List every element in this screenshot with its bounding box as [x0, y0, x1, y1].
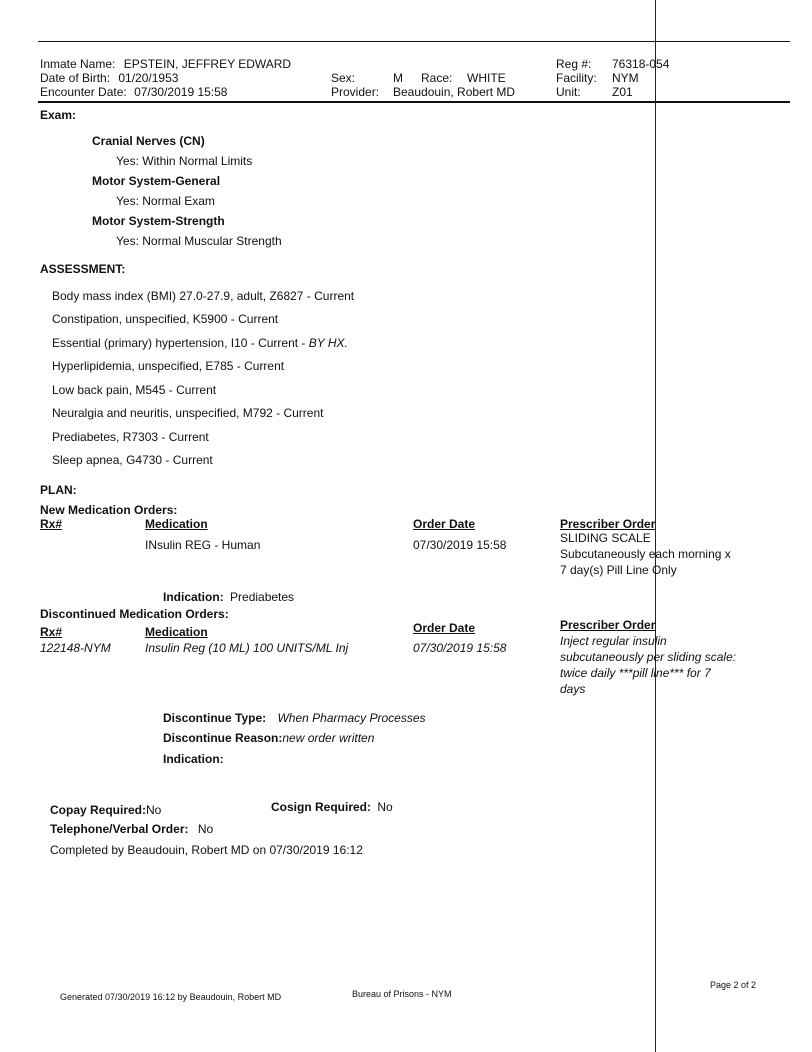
new-indication-label: Indication: — [163, 590, 224, 604]
cosign-label: Cosign Required: — [271, 800, 372, 814]
assessment-item: Body mass index (BMI) 27.0-27.9, adult, Z6827 - Current — [52, 289, 355, 303]
sex-label: Sex: — [331, 71, 356, 85]
dc-reason-value: new order written — [282, 731, 375, 745]
encounter-date: 07/30/2019 15:58 — [134, 85, 228, 99]
assessment-item: Prediabetes, R7303 - Current — [52, 430, 209, 444]
assessment-item: Hyperlipidemia, unspecified, E785 - Current — [52, 359, 285, 373]
new-order-date: 07/30/2019 15:58 — [413, 538, 507, 552]
reg-label: Reg #: — [556, 57, 592, 71]
dc-indication-label: Indication: — [163, 752, 224, 766]
dc-prescriber-line: Inject regular insulin — [560, 634, 667, 648]
dob-value: 01/20/1953 — [118, 71, 179, 85]
assessment-heading: ASSESSMENT: — [40, 262, 126, 276]
dc-prescriber-line: subcutaneously per sliding scale: — [560, 650, 737, 664]
dc-order-date: 07/30/2019 15:58 — [413, 641, 507, 655]
completed-by: Completed by Beaudouin, Robert MD on 07/30/2019 16:12 — [50, 843, 363, 857]
header-top-rule — [38, 41, 790, 42]
dc-col-order-date: Order Date — [413, 621, 476, 635]
exam-item-value: Yes: Normal Muscular Strength — [116, 234, 282, 248]
assessment-item: Neuralgia and neuritis, unspecified, M792 - Current — [52, 406, 324, 420]
sex-value: M — [393, 71, 403, 85]
exam-item-title: Motor System-General — [92, 174, 221, 188]
footer-page: Page 2 of 2 — [710, 980, 757, 990]
dob-label: Date of Birth: — [40, 71, 111, 85]
facility-value: NYM — [612, 71, 639, 85]
dc-col-rx: Rx# — [40, 625, 63, 639]
dc-medication: Insulin Reg (10 ML) 100 UNITS/ML Inj — [145, 641, 349, 655]
dc-reason-label: Discontinue Reason: — [163, 731, 283, 745]
footer-bureau: Bureau of Prisons - NYM — [352, 989, 452, 999]
dc-prescriber-line: twice daily ***pill line*** for 7 — [560, 666, 711, 680]
new-col-order-date: Order Date — [413, 517, 476, 531]
copay-label: Copay Required: — [50, 803, 147, 817]
footer-generated: Generated 07/30/2019 16:12 by Beaudouin, Robert MD — [60, 992, 282, 1002]
dc-col-prescriber: Prescriber Order — [560, 618, 656, 632]
assessment-item: Essential (primary) hypertension, I10 - Current - — [52, 336, 309, 350]
new-prescriber-line: SLIDING SCALE — [560, 531, 651, 545]
dc-col-medication: Medication — [145, 625, 208, 639]
copay-row — [50, 803, 161, 817]
new-col-prescriber: Prescriber Order — [560, 517, 656, 531]
assessment-item: Sleep apnea, G4730 - Current — [52, 453, 213, 467]
inmate-name-row — [40, 57, 291, 71]
verbal-value: No — [197, 822, 214, 836]
dc-prescriber-line: days — [560, 682, 586, 696]
race-label: Race: — [421, 71, 453, 85]
dc-rx: 122148-NYM — [40, 641, 111, 655]
provider-value: Beaudouin, Robert MD — [393, 85, 516, 99]
cosign-value: No — [377, 800, 393, 814]
hypertension-note: BY HX. — [308, 336, 348, 350]
dob-row — [40, 71, 178, 85]
unit-label: Unit: — [556, 85, 581, 99]
verbal-label: Telephone/Verbal Order: — [50, 822, 189, 836]
exam-item-title: Motor System-Strength — [92, 214, 225, 228]
new-indication-value: Prediabetes — [230, 590, 295, 604]
new-orders-heading: New Medication Orders: — [40, 503, 178, 517]
header-bottom-rule — [38, 101, 790, 103]
provider-label: Provider: — [331, 85, 380, 99]
race-value: WHITE — [467, 71, 506, 85]
unit-value: Z01 — [612, 85, 633, 99]
plan-heading: PLAN: — [40, 483, 77, 497]
exam-item-value: Yes: Normal Exam — [116, 194, 215, 208]
inmate-name: EPSTEIN, JEFFREY EDWARD — [123, 57, 292, 71]
new-prescriber-line: Subcutaneously each morning x — [560, 547, 731, 561]
inmate-name-label: Inmate Name: — [40, 57, 116, 71]
dc-type-label: Discontinue Type: — [163, 711, 267, 725]
verbal-row — [50, 822, 213, 836]
encounter-row — [40, 85, 227, 99]
new-col-medication: Medication — [145, 517, 208, 531]
reg-value: 76318-054 — [612, 57, 670, 71]
new-col-rx: Rx# — [40, 517, 63, 531]
assessment-item-hypertension — [52, 336, 348, 350]
dc-type-row — [163, 711, 426, 725]
facility-label: Facility: — [556, 71, 597, 85]
discontinued-orders-heading: Discontinued Medication Orders: — [40, 607, 229, 621]
exam-item-value: Yes: Within Normal Limits — [116, 154, 253, 168]
copay-value: No — [146, 803, 162, 817]
new-medication: INsulin REG - Human — [145, 538, 261, 552]
assessment-item: Low back pain, M545 - Current — [52, 383, 217, 397]
new-prescriber-line: 7 day(s) Pill Line Only — [560, 563, 677, 577]
encounter-label: Encounter Date: — [40, 85, 127, 99]
assessment-item: Constipation, unspecified, K5900 - Current — [52, 312, 279, 326]
cosign-row — [271, 800, 393, 814]
new-indication-row — [163, 590, 294, 604]
dc-type-value: When Pharmacy Processes — [277, 711, 426, 725]
dc-reason-row — [163, 731, 374, 745]
exam-heading: Exam: — [40, 108, 77, 122]
exam-item-title: Cranial Nerves (CN) — [92, 134, 205, 148]
